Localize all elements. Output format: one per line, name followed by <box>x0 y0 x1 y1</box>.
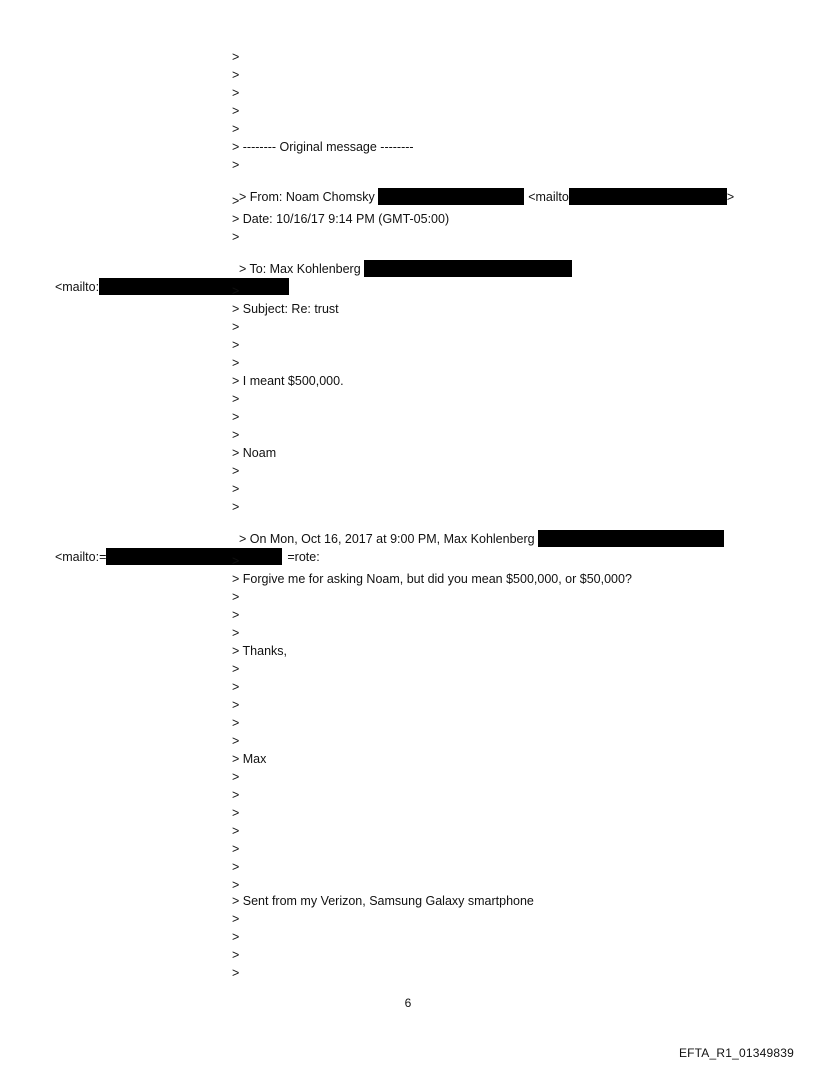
quote-marker-line: > <box>232 284 240 298</box>
quote-marker-line: > <box>232 86 240 100</box>
quote-marker-line: > <box>232 68 240 82</box>
redaction-block <box>569 188 727 205</box>
redaction-block <box>364 260 572 277</box>
quote-marker-line: > <box>232 824 240 838</box>
quote-marker-line: > <box>232 122 240 136</box>
redaction-block <box>99 278 289 295</box>
quote-marker-line: > <box>232 948 240 962</box>
quote-marker-line: > <box>232 50 240 64</box>
redaction-block <box>106 548 282 565</box>
quote-marker-line: > <box>232 698 240 712</box>
body-line: > Thanks, <box>232 644 288 658</box>
quote-marker-line: > <box>232 158 240 172</box>
signature-line: > Max <box>232 752 267 766</box>
signature-line: > Noam <box>232 446 277 460</box>
quote-marker-line: > <box>232 482 240 496</box>
date-line: > Date: 10/16/17 9:14 PM (GMT-05:00) <box>232 212 450 226</box>
quote-marker-line: > <box>232 680 240 694</box>
to-mailto: <mailto: <box>54 280 100 294</box>
to-mailto-line <box>48 266 289 295</box>
quote-marker-line: > <box>232 770 240 784</box>
quote-marker-line: > <box>232 608 240 622</box>
quote-marker-line: > <box>232 662 240 676</box>
quote-marker-line: > <box>232 230 240 244</box>
quote-marker-line: > <box>232 966 240 980</box>
quote-marker-line: > <box>232 410 240 424</box>
quote-marker-line: > <box>232 392 240 406</box>
quote-marker-line: > <box>232 734 240 748</box>
on-mon-text: > On Mon, Oct 16, 2017 at 9:00 PM, Max Kohlenberg <box>238 532 539 546</box>
quote-marker-line: > <box>232 912 240 926</box>
to-prefix: > To: Max Kohlenberg <box>238 262 365 276</box>
rote-text: =rote: <box>287 550 320 564</box>
quote-marker-line: > <box>232 554 240 568</box>
quote-marker-line: > <box>232 428 240 442</box>
quote-marker-line: > <box>232 464 240 478</box>
mailto-eq: <mailto:= <box>54 550 107 564</box>
mailto-rote-line <box>48 536 320 565</box>
sent-from-line: > Sent from my Verizon, Samsung Galaxy smartphone <box>232 894 534 908</box>
from-close: > <box>726 190 735 204</box>
quote-marker-line: > <box>232 590 240 604</box>
quote-marker-line: > <box>232 626 240 640</box>
from-mailto: <mailto <box>528 190 569 204</box>
quote-marker-line: > <box>232 806 240 820</box>
quote-marker-line: > <box>232 500 240 514</box>
quote-marker-line: > <box>232 860 240 874</box>
quote-marker-line: > <box>232 194 240 208</box>
quote-marker-line: > <box>232 930 240 944</box>
original-message-header: > -------- Original message -------- <box>232 140 414 154</box>
quote-marker-line: > <box>232 338 240 352</box>
from-prefix: > From: Noam Chomsky <box>238 190 379 204</box>
body-line: > I meant $500,000. <box>232 374 344 388</box>
quote-marker-line: > <box>232 104 240 118</box>
bates-number: EFTA_R1_01349839 <box>678 1046 794 1060</box>
page-number: 6 <box>404 996 412 1010</box>
quote-marker-line: > <box>232 320 240 334</box>
quote-marker-line: > <box>232 842 240 856</box>
quote-marker-line: > <box>232 878 240 892</box>
body-line: > Forgive me for asking Noam, but did you mean $500,000, or $50,000? <box>232 572 632 586</box>
quote-marker-line: > <box>232 788 240 802</box>
redaction-block <box>378 188 524 205</box>
redaction-block <box>538 530 724 547</box>
subject-line: > Subject: Re: trust <box>232 302 339 316</box>
quote-marker-line: > <box>232 716 240 730</box>
quote-marker-line: > <box>232 356 240 370</box>
from-line <box>232 176 734 205</box>
